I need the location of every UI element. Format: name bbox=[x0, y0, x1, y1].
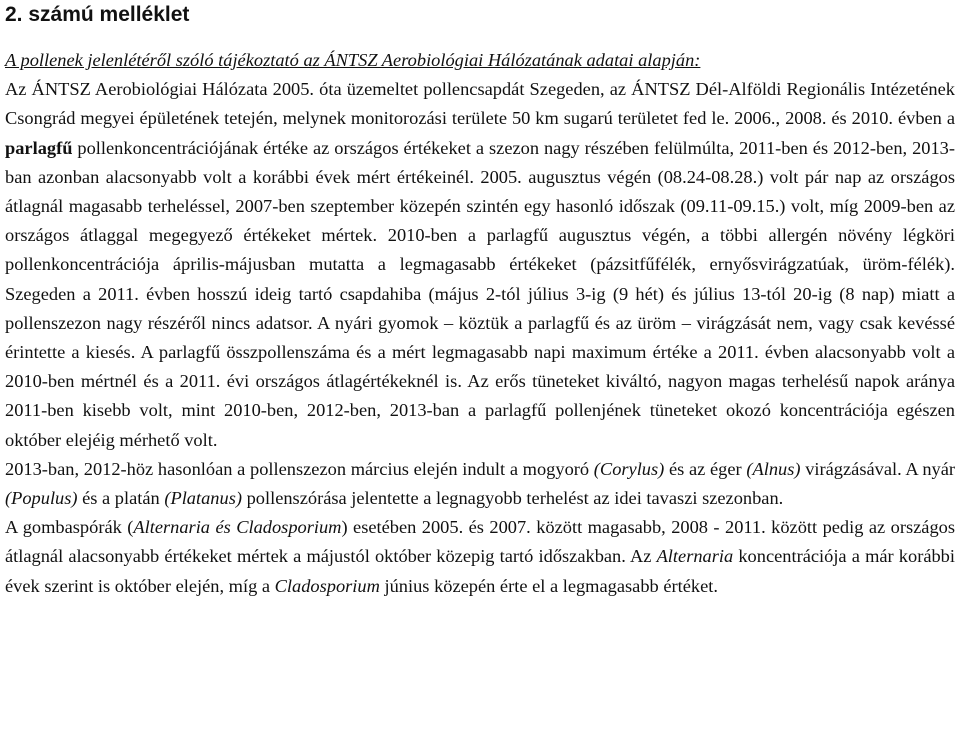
document-page bbox=[5, 0, 955, 601]
platanus-term: (Platanus) bbox=[164, 488, 242, 509]
populus-term: (Populus) bbox=[5, 488, 78, 509]
document-subtitle: A pollenek jelenlétéről szóló tájékoztató az ÁNTSZ Aerobiológiai Hálózatának adatai alapján: bbox=[5, 50, 701, 70]
paragraph-spring-text-a: 2013-ban, 2012-höz hasonlóan a pollenszezon március elején indult a mogyoró bbox=[5, 458, 594, 479]
paragraph-ragweed-text-c: pollenkoncentrációjának értéke az országos értékeket a szezon nagy részében felülmúlta, 2011-ben és 2012-ben, 2013-ban azonban alacsonyabb volt a korábbi évek mért értékeinél. 2005. augusztus végén (08.24-08.28.) volt pár nap az országos átlagnál magasabb terheléssel, 2007-ben szeptember közepén szintén egy hasonló időszak (09.11-09.15.) volt, míg 2009-ben az országos átlaggal megegyező értékeket mértek. 2010-ben a parlagfű augusztus végén, a többi allergén növény légköri pollenkoncentrációja április-májusban mutatta a legmagasabb értékeket (pázsitfűfélék, ernyősvirágzatúak, üröm-félék). Szegeden a 2011. évben hosszú ideig tartó csapdahiba (május 2-tól július 3-ig (9 hét) és július 13-tól 20-ig (8 nap) miatt a pollenszezon nagy részéről nincs adatsor. A nyári gyomok – köztük a parlagfű és az üröm – virágzását nem, vagy csak kevéssé érintette a kiesés. A parlagfű összpollenszáma és a mért legmagasabb napi maximum értéke a 2011. évben alacsonyabb volt a 2010-ben mértnél és a 2011. évi országos átlagértékeknél is. Az erős tüneteket kiváltó, nagyon magas terhelésű napok aránya 2011-ben kisebb volt, mint 2010-ben, 2012-ben, 2013-ban a parlagfű pollenjének tüneteket okozó koncentrációja egészen október elejéig mérhető volt. bbox=[5, 137, 955, 450]
paragraph-ragweed bbox=[5, 75, 955, 455]
paragraph-fungal-text-a: A gombaspórák ( bbox=[5, 517, 134, 538]
paragraph-fungal-text-e: koncentrációja a már korábbi évek szerint is október elején, míg a bbox=[5, 546, 955, 596]
paragraph-spring-text-i: pollenszórása jelentette a legnagyobb terhelést az idei tavaszi szezonban. bbox=[241, 488, 784, 509]
ragweed-term: parlagfű bbox=[5, 137, 73, 158]
paragraph-fungal-text-c: ) esetében 2005. és 2007. között magasabb, 2008 - 2011. között pedig az országos átlagnál alacsonyabb értékeket mértek a májustól október közepig tartó időszakban. Az bbox=[5, 517, 955, 567]
paragraph-spring-text-g: és a platán bbox=[77, 488, 165, 509]
corylus-term: (Corylus) bbox=[593, 458, 665, 479]
paragraph-ragweed-text-a: Az ÁNTSZ Aerobiológiai Hálózata 2005. óta üzemeltet pollencsapdát Szegeden, az ÁNTSZ Dél-Alföldi Regionális Intézetének Csongrád megyei épületének tetején, melynek monitorozási területe 50 km sugarú területet fed le. 2006., 2008. és 2010. évben a bbox=[5, 79, 955, 129]
appendix-heading: 2. számú melléklet bbox=[5, 3, 190, 26]
cladosporium-term: Cladosporium bbox=[274, 575, 380, 596]
alternaria-term: Alternaria bbox=[656, 546, 734, 567]
paragraph-spring-text-e: virágzásával. A nyár bbox=[800, 458, 956, 479]
paragraph-spring-season bbox=[5, 455, 955, 513]
alternaria-cladosporium-term: Alternaria és Cladosporium bbox=[133, 517, 342, 538]
paragraph-spring-text-c: és az éger bbox=[664, 458, 747, 479]
paragraph-fungal-spores bbox=[5, 513, 955, 601]
paragraph-fungal-text-g: június közepén érte el a legmagasabb értéket. bbox=[379, 575, 718, 596]
alnus-term: (Alnus) bbox=[746, 458, 801, 479]
